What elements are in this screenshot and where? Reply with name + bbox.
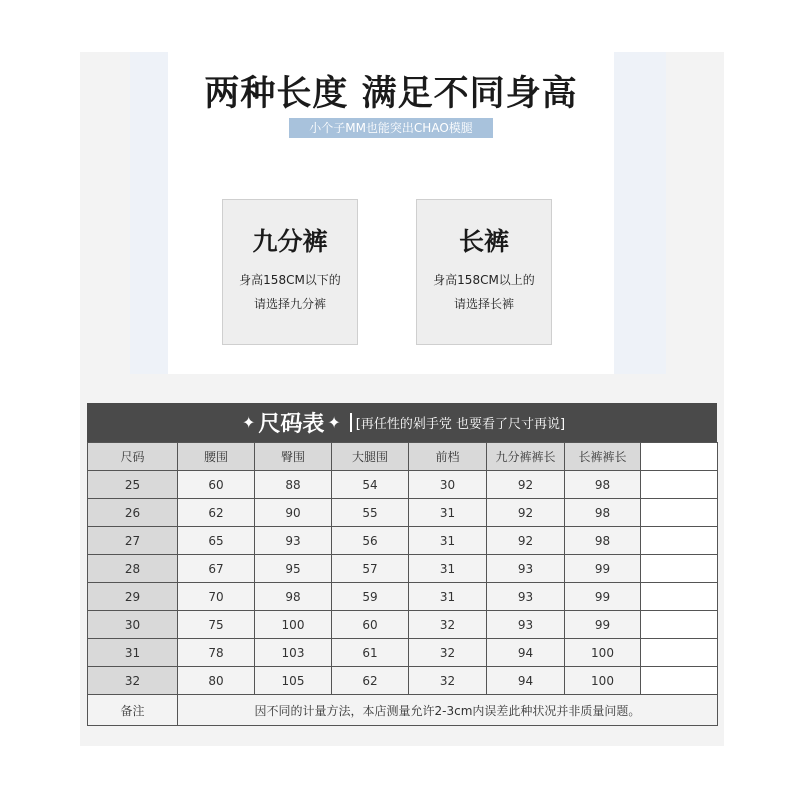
size-cell: 25 bbox=[88, 471, 178, 499]
measurement-cell: 60 bbox=[332, 611, 409, 639]
sparkle-icon: ✦ bbox=[241, 413, 256, 432]
size-chart-subtitle: [再任性的剁手党 也要看了尺寸再说] bbox=[350, 413, 565, 432]
column-header: 前档 bbox=[409, 443, 487, 471]
size-cell: 32 bbox=[88, 667, 178, 695]
measurement-cell: 92 bbox=[487, 471, 565, 499]
measurement-cell: 61 bbox=[332, 639, 409, 667]
empty-cell bbox=[641, 667, 718, 695]
card-title: 长裤 bbox=[458, 227, 509, 256]
measurement-cell: 60 bbox=[178, 471, 255, 499]
empty-cell bbox=[641, 499, 718, 527]
measurement-cell: 103 bbox=[255, 639, 332, 667]
measurement-cell: 94 bbox=[487, 639, 565, 667]
card-line1: 身高158CM以上的 bbox=[433, 273, 535, 287]
table-row bbox=[88, 639, 718, 667]
measurement-cell: 98 bbox=[565, 471, 641, 499]
measurement-cell: 56 bbox=[332, 527, 409, 555]
card-title: 九分裤 bbox=[252, 227, 328, 256]
card-text bbox=[417, 268, 551, 316]
measurement-cell: 31 bbox=[409, 583, 487, 611]
card-line1: 身高158CM以下的 bbox=[239, 273, 341, 287]
measurement-cell: 59 bbox=[332, 583, 409, 611]
measurement-cell: 80 bbox=[178, 667, 255, 695]
table-row bbox=[88, 527, 718, 555]
card-cropped-pants bbox=[222, 199, 358, 345]
measurement-cell: 31 bbox=[409, 527, 487, 555]
measurement-cell: 54 bbox=[332, 471, 409, 499]
measurement-cell: 70 bbox=[178, 583, 255, 611]
measurement-cell: 92 bbox=[487, 527, 565, 555]
empty-cell bbox=[641, 555, 718, 583]
measurement-cell: 78 bbox=[178, 639, 255, 667]
card-line2: 请选择九分裤 bbox=[253, 297, 326, 311]
measurement-cell: 98 bbox=[255, 583, 332, 611]
size-cell: 26 bbox=[88, 499, 178, 527]
empty-cell bbox=[641, 471, 718, 499]
card-text bbox=[223, 268, 357, 316]
table-row bbox=[88, 667, 718, 695]
measurement-cell: 32 bbox=[409, 611, 487, 639]
note-label: 备注 bbox=[88, 695, 178, 726]
measurement-cell: 62 bbox=[332, 667, 409, 695]
column-header: 臀围 bbox=[255, 443, 332, 471]
measurement-cell: 88 bbox=[255, 471, 332, 499]
measurement-cell: 62 bbox=[178, 499, 255, 527]
measurement-cell: 100 bbox=[565, 667, 641, 695]
measurement-cell: 100 bbox=[565, 639, 641, 667]
measurement-cell: 93 bbox=[487, 555, 565, 583]
measurement-cell: 95 bbox=[255, 555, 332, 583]
measurement-cell: 57 bbox=[332, 555, 409, 583]
empty-cell bbox=[641, 527, 718, 555]
column-header: 尺码 bbox=[88, 443, 178, 471]
measurement-cell: 98 bbox=[565, 499, 641, 527]
measurement-cell: 99 bbox=[565, 611, 641, 639]
size-table bbox=[87, 442, 718, 726]
empty-cell bbox=[641, 639, 718, 667]
table-header-row bbox=[88, 443, 718, 471]
table-row bbox=[88, 471, 718, 499]
measurement-cell: 75 bbox=[178, 611, 255, 639]
measurement-cell: 100 bbox=[255, 611, 332, 639]
subbanner: 小个子MM也能突出CHAO模腿 bbox=[289, 118, 493, 138]
column-header: 长裤裤长 bbox=[565, 443, 641, 471]
measurement-cell: 93 bbox=[255, 527, 332, 555]
note-text: 因不同的计量方法，本店测量允许2-3cm内误差此种状况并非质量问题。 bbox=[178, 695, 718, 726]
column-header: 大腿围 bbox=[332, 443, 409, 471]
size-cell: 31 bbox=[88, 639, 178, 667]
measurement-cell: 93 bbox=[487, 583, 565, 611]
measurement-cell: 67 bbox=[178, 555, 255, 583]
measurement-cell: 30 bbox=[409, 471, 487, 499]
table-row bbox=[88, 555, 718, 583]
column-header: 腰围 bbox=[178, 443, 255, 471]
measurement-cell: 65 bbox=[178, 527, 255, 555]
measurement-cell: 99 bbox=[565, 555, 641, 583]
measurement-cell: 92 bbox=[487, 499, 565, 527]
empty-cell bbox=[641, 611, 718, 639]
table-row bbox=[88, 583, 718, 611]
card-line2: 请选择长裤 bbox=[453, 297, 514, 311]
table-row bbox=[88, 611, 718, 639]
headline: 两种长度 满足不同身高 bbox=[204, 74, 578, 114]
empty-cell bbox=[641, 583, 718, 611]
measurement-cell: 94 bbox=[487, 667, 565, 695]
measurement-cell: 31 bbox=[409, 499, 487, 527]
measurement-cell: 31 bbox=[409, 555, 487, 583]
size-cell: 27 bbox=[88, 527, 178, 555]
table-row bbox=[88, 499, 718, 527]
measurement-cell: 32 bbox=[409, 667, 487, 695]
size-chart-header bbox=[87, 403, 717, 442]
size-cell: 28 bbox=[88, 555, 178, 583]
column-header: 九分裤裤长 bbox=[487, 443, 565, 471]
card-long-pants bbox=[416, 199, 552, 345]
measurement-cell: 32 bbox=[409, 639, 487, 667]
size-cell: 29 bbox=[88, 583, 178, 611]
measurement-cell: 98 bbox=[565, 527, 641, 555]
measurement-cell: 93 bbox=[487, 611, 565, 639]
size-chart-title: 尺码表 bbox=[258, 412, 325, 437]
note-row bbox=[88, 695, 718, 726]
measurement-cell: 55 bbox=[332, 499, 409, 527]
size-cell: 30 bbox=[88, 611, 178, 639]
measurement-cell: 99 bbox=[565, 583, 641, 611]
empty-header-cell bbox=[641, 443, 718, 471]
sparkle-icon: ✦ bbox=[327, 413, 341, 432]
measurement-cell: 105 bbox=[255, 667, 332, 695]
measurement-cell: 90 bbox=[255, 499, 332, 527]
